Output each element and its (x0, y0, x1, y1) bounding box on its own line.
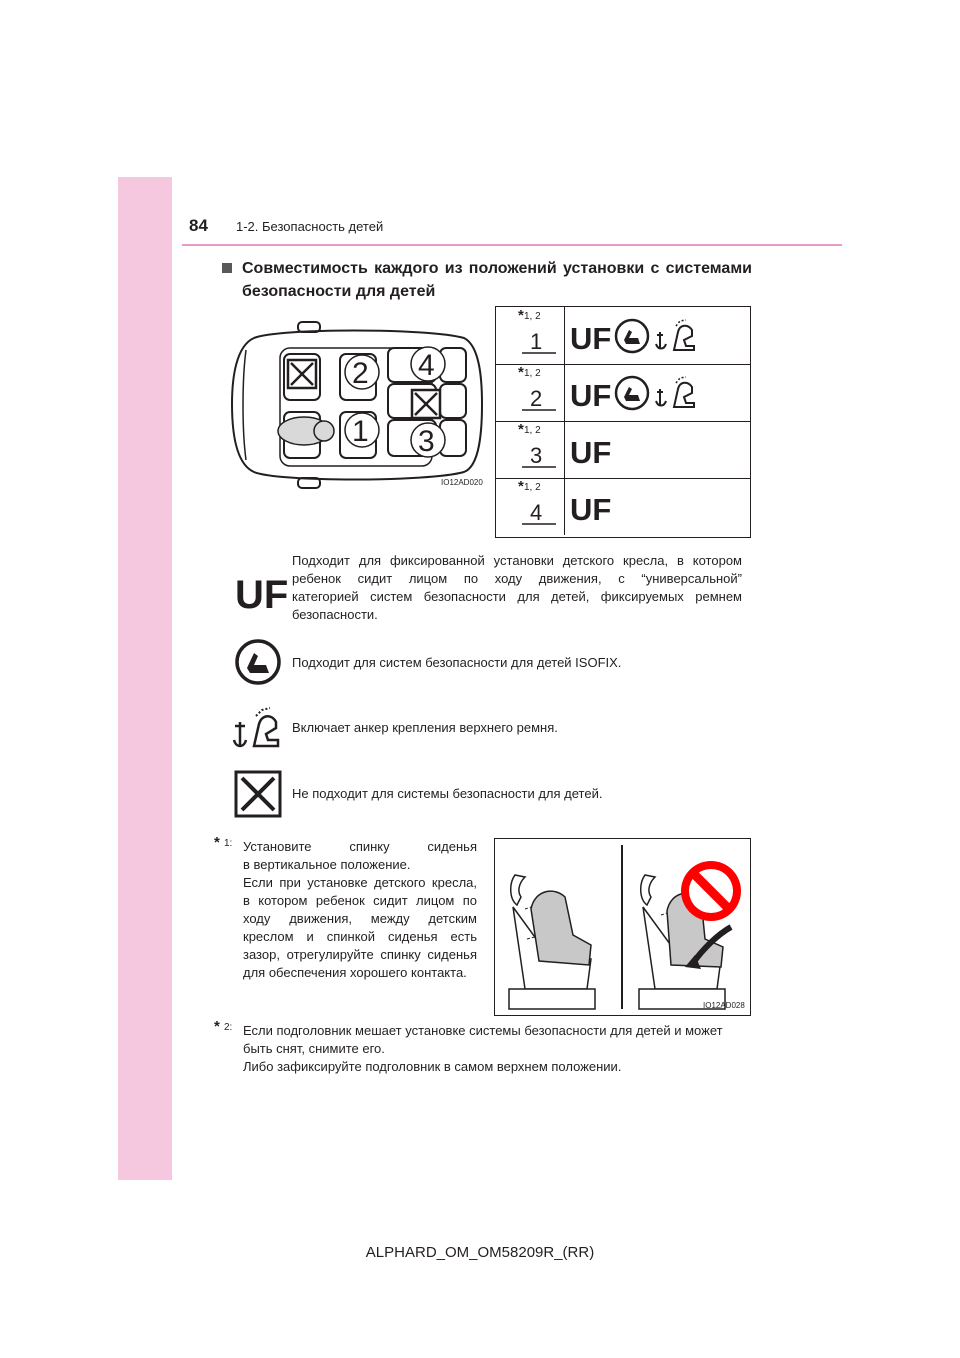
footnote-star: * (518, 421, 524, 438)
seat-compatibility-table (495, 306, 751, 538)
top-tether-icon (654, 375, 698, 411)
isofix-icon (614, 375, 650, 411)
seat-position-number: 4 (530, 500, 543, 525)
seat-position-number: 3 (530, 443, 543, 468)
svg-text:2: 2 (352, 357, 369, 390)
car-top-view-illustration (228, 320, 488, 492)
table-row (496, 307, 750, 365)
footnote-ref: 1, 2 (524, 311, 541, 322)
note-2-text: Если подголовник мешает установке системы безопасности для детей и может быть снят, снимите его. Либо зафиксируйте подголовник в самом верхнем положении. (243, 1023, 723, 1074)
footnote-star: * (518, 307, 524, 324)
tether-description: Включает анкер крепления верхнего ремня. (292, 720, 558, 735)
uf-label: UF (570, 321, 612, 356)
car-figure-code: IO12AD020 (441, 478, 483, 487)
header-divider (182, 244, 842, 246)
footnote-star: * (518, 478, 524, 495)
footnote-ref: 1, 2 (524, 425, 541, 436)
seat-position-4-icon (520, 496, 560, 526)
heading-line-2: безопасности для детей (242, 283, 436, 300)
isofix-icon (234, 638, 282, 686)
svg-text:4: 4 (418, 349, 435, 382)
note-1-star: * (214, 834, 220, 851)
seat-position-number: 2 (530, 386, 543, 411)
uf-label: UF (570, 435, 612, 470)
note-2-star: * (214, 1018, 220, 1035)
heading-line-1: Совместимость каждого из положений установки с системами (242, 260, 752, 277)
uf-icon (569, 318, 612, 356)
not-suitable-icon (234, 770, 282, 818)
car-seat-position-figure (228, 320, 488, 492)
note-2-marker: 2: (224, 1022, 233, 1033)
table-row (496, 364, 750, 422)
uf-icon (569, 375, 612, 413)
square-bullet-icon (222, 263, 232, 273)
section-title: 1-2. Безопасность детей (236, 219, 384, 234)
seat-figure-code: IO12AD028 (703, 1001, 745, 1010)
footnote-star: * (518, 364, 524, 381)
top-tether-icon (654, 318, 698, 354)
isofix-description: Подходит для систем безопасности для детей ISOFIX. (292, 655, 622, 670)
section-heading (222, 257, 752, 303)
seat-position-number: 1 (530, 329, 543, 354)
seat-position-3-icon (520, 439, 560, 469)
uf-icon (569, 489, 612, 527)
top-tether-icon (232, 706, 282, 750)
uf-label: UF (235, 573, 289, 617)
note-1-marker: 1: (224, 838, 233, 849)
page-number: 84 (189, 216, 208, 235)
svg-text:3: 3 (418, 425, 435, 458)
note-1-text: Установите спинку сиденья в вертикальное положение. Если при установке детского кресла, в котором ребенок сидит лицом по ходу движения, между детским креслом и спинкой сиденья есть зазор, отрегулируйте спинку сиденья для обеспечения хорошего контакта. (243, 839, 477, 980)
seat-gap-figure (494, 838, 751, 1016)
uf-icon (234, 566, 289, 617)
footnote-ref: 1, 2 (524, 482, 541, 493)
table-row (496, 478, 750, 535)
footnote-ref: 1, 2 (524, 368, 541, 379)
seat-position-1-icon (520, 325, 560, 355)
page-sidebar-tab (118, 177, 172, 1180)
seat-position-2-icon (520, 382, 560, 412)
isofix-icon (614, 318, 650, 354)
document-footer: ALPHARD_OM_OM58209R_(RR) (365, 1244, 595, 1261)
uf-description: Подходит для фиксированной установки детского кресла, в котором ребенок сидит лицом по ходу движения, с “универсальной” категорией систем безопасности для детей, фиксируемых ремнем безопасности. (292, 553, 742, 622)
uf-label: UF (570, 378, 612, 413)
uf-label: UF (570, 492, 612, 527)
seat-gap-illustration (495, 839, 750, 1015)
table-row (496, 421, 750, 479)
svg-text:1: 1 (352, 415, 369, 448)
not-suitable-description: Не подходит для системы безопасности для детей. (292, 786, 603, 801)
uf-icon (569, 432, 612, 470)
